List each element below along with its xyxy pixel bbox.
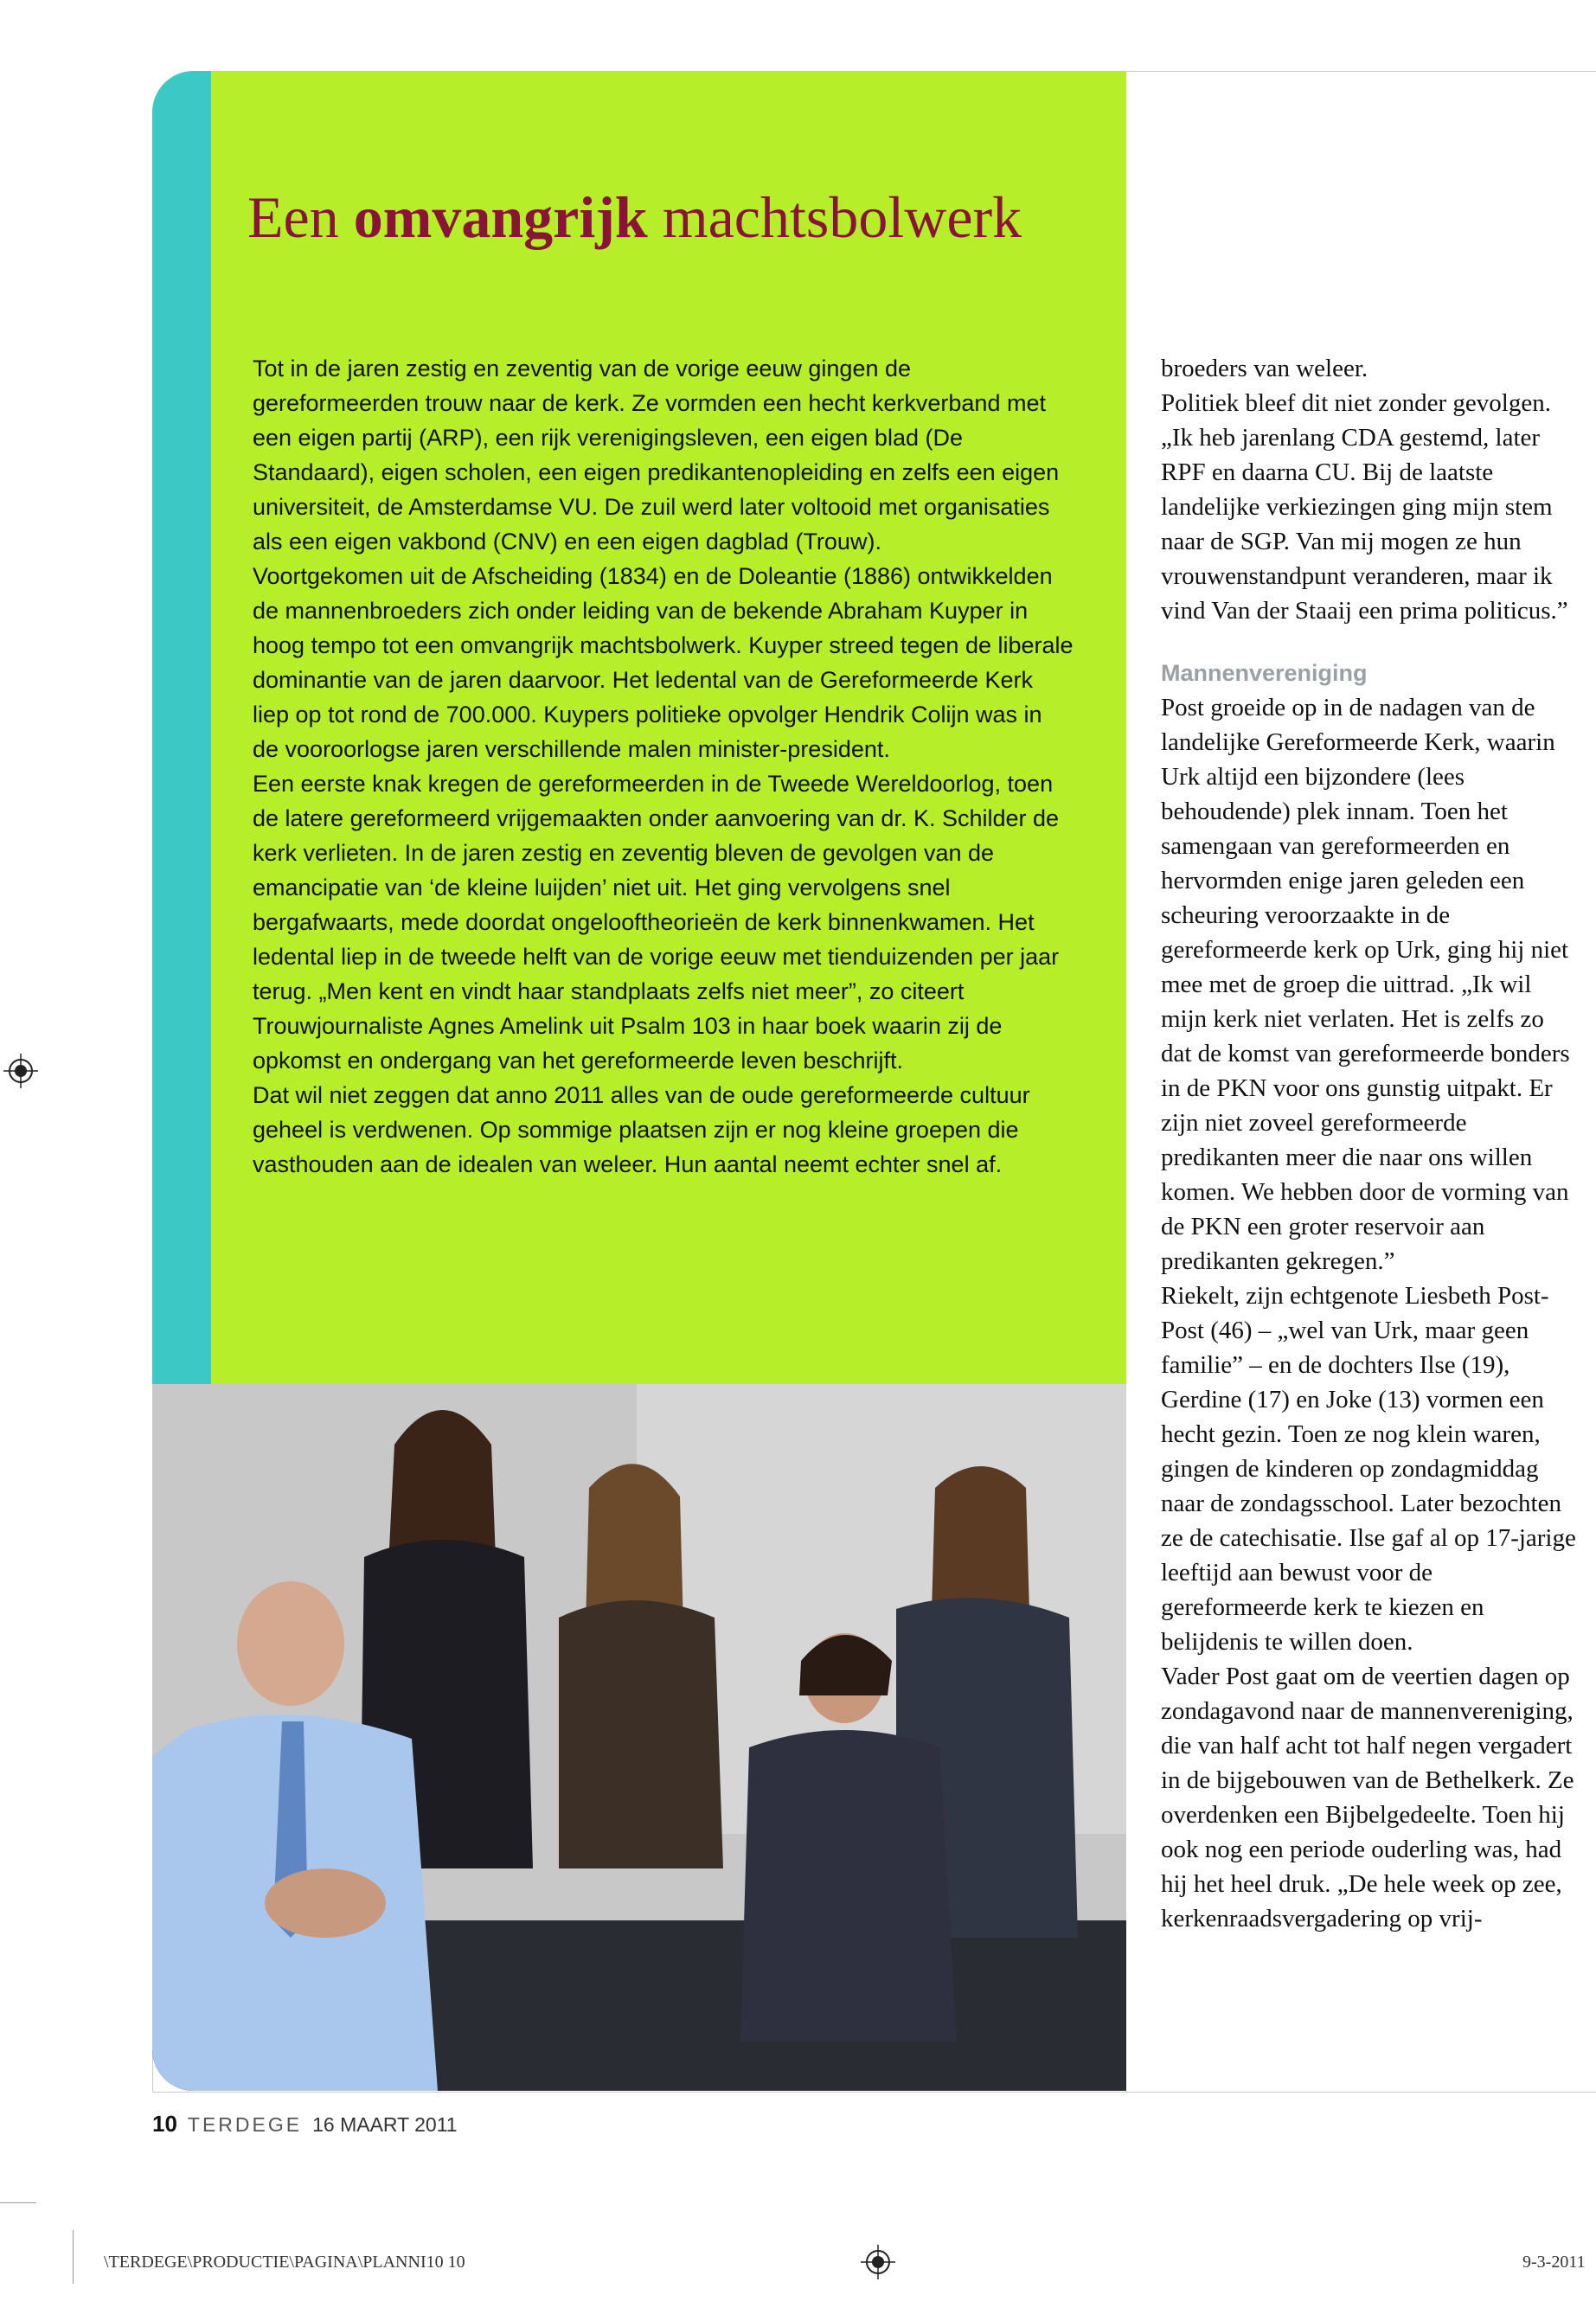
- sidebar-box-text: [253, 351, 1074, 1182]
- print-slug-date: 9-3-2011: [1522, 2253, 1586, 2272]
- registration-mark-icon: [861, 2245, 895, 2279]
- column-paragraph: broeders van weleer.: [1161, 355, 1368, 382]
- intro-paragraph: Voortgekomen uit de Afscheiding (1834) en de Doleantie (1886) ontwikkelden de mannenbroeders zich onder leiding van de bekende Abraham Kuyper in hoog tempo tot een omvangrijk machtsbolwerk. Kuyper streed tegen de liberale dominantie van de jaren daarvoor. Het ledental van de Gereformeerde Kerk liep op tot rond de 700.000. Kuypers politieke opvolger Hendrik Colijn was in de vooroorlogse jaren verschillende malen minister-president.: [253, 563, 1074, 762]
- column-paragraph: Post groeide op in de nadagen van de landelijke Gereformeerde Kerk, waarin Urk altijd een bijzondere (lees behoudende) plek innam. Toen het samengaan van gereformeerden en hervormden enige jaren geleden een scheuring veroorzaakte in de gereformeerde kerk op Urk, ging hij niet mee met de groep die uittrad. „Ik wil mijn kerk niet verlaten. Het is zelfs zo dat de komst van gereformeerde bonders in de PKN voor ons gunstig uitpakt. Er zijn niet zoveel gereformeerde predikanten meer die naar ons willen komen. We hebben door de vorming van de PKN een groter reservoir aan predikanten gekregen.”: [1161, 694, 1570, 1275]
- issue-date: 16 MAART 2011: [312, 2113, 458, 2136]
- crop-mark: [73, 2230, 74, 2284]
- print-slug-path: \TERDEGE\PRODUCTIE\PAGINA\PLANNI10 10: [104, 2253, 465, 2272]
- column-paragraph: Politiek bleef dit niet zonder gevolgen. „Ik heb jarenlang CDA gestemd, later RPF en daarna CU. Bij de laatste landelijke verkiezingen ging mijn stem naar de SGP. Van mij mogen ze hun vrouwenstandpunt veranderen, maar ik vind Van der Staaij een prima politicus.”: [1161, 389, 1568, 625]
- family-photo: [152, 1384, 1126, 2091]
- page-number: 10: [152, 2111, 177, 2137]
- registration-mark-icon: [3, 1054, 38, 1088]
- main-column: [1161, 351, 1576, 1936]
- crop-mark: [0, 2202, 36, 2203]
- column-paragraph: Vader Post gaat om de veertien dagen op zondagavond naar de mannenvereniging, die van half acht tot half negen vergadert in de bijgebouwen van de Bethelkerk. Ze overdenken een Bijbelgedeelte. Toen hij ook nog een periode ouderling was, had hij het heel druk. „De hele week op zee, kerkenraadsvergadering op vrij-: [1161, 1663, 1574, 1932]
- teal-accent-bar: [152, 71, 211, 1386]
- intro-paragraph: Tot in de jaren zestig en zeventig van de vorige eeuw gingen de gereformeerden trouw naar de kerk. Ze vormden een hecht kerkverband met een eigen partij (ARP), een rijk verenigingsleven, een eigen blad (De Standaard), eigen scholen, een eigen predikantenopleiding en zelfs een eigen universiteit, de Amsterdamse VU. De zuil werd later voltooid met organisaties als een eigen vakbond (CNV) en een eigen dagblad (Trouw).: [253, 356, 1060, 554]
- family-photo-illustration: [152, 1384, 1126, 2091]
- magazine-name: TERDEGE: [187, 2113, 303, 2136]
- title-post: machtsbolwerk: [647, 184, 1022, 250]
- column-paragraph: Riekelt, zijn echtgenote Liesbeth Post-Post (46) – „wel van Urk, maar geen familie” – en de dochters Ilse (19), Gerdine (17) en Joke (13) vormen een hecht gezin. Toen ze nog klein waren, gingen de kinderen op zondagmiddag naar de zondagsschool. Later bezochten ze de catechisatie. Ilse gaf al op 17-jarige leeftijd aan bewust voor de gereformeerde kerk te kiezen en belijdenis te willen doen.: [1161, 1282, 1576, 1656]
- title-bold: omvangrijk: [353, 184, 648, 250]
- page-footer: [152, 2111, 458, 2138]
- intro-paragraph: Een eerste knak kregen de gereformeerden in de Tweede Wereldoorlog, toen de latere gereformeerd vrijgemaakten onder aanvoering van dr. K. Schilder de kerk verlieten. In de jaren zestig en zeventig bleven de gevolgen van de emancipatie van ‘de kleine luijden’ niet uit. Het ging vervolgens snel bergafwaarts, mede doordat ongelooftheorieën de kerk binnenkwamen. Het ledental liep in de tweede helft van de vorige eeuw met tienduizenden per jaar terug. „Men kent en vindt haar standplaats zelfs niet meer”, zo citeert Trouwjournaliste Agnes Amelink uit Psalm 103 in haar boek waarin zij de opkomst en ondergang van het gereformeerde leven beschrijft.: [253, 771, 1060, 1074]
- title-pre: Een: [247, 184, 354, 250]
- intro-paragraph: Dat wil niet zeggen dat anno 2011 alles van de oude gereformeerde cultuur geheel is verdwenen. Op sommige plaatsen zijn er nog kleine groepen die vasthouden aan de idealen van weleer. Hun aantal neemt echter snel af.: [253, 1082, 1030, 1177]
- subhead: Mannenvereniging: [1161, 660, 1368, 686]
- article-title: [247, 183, 1022, 252]
